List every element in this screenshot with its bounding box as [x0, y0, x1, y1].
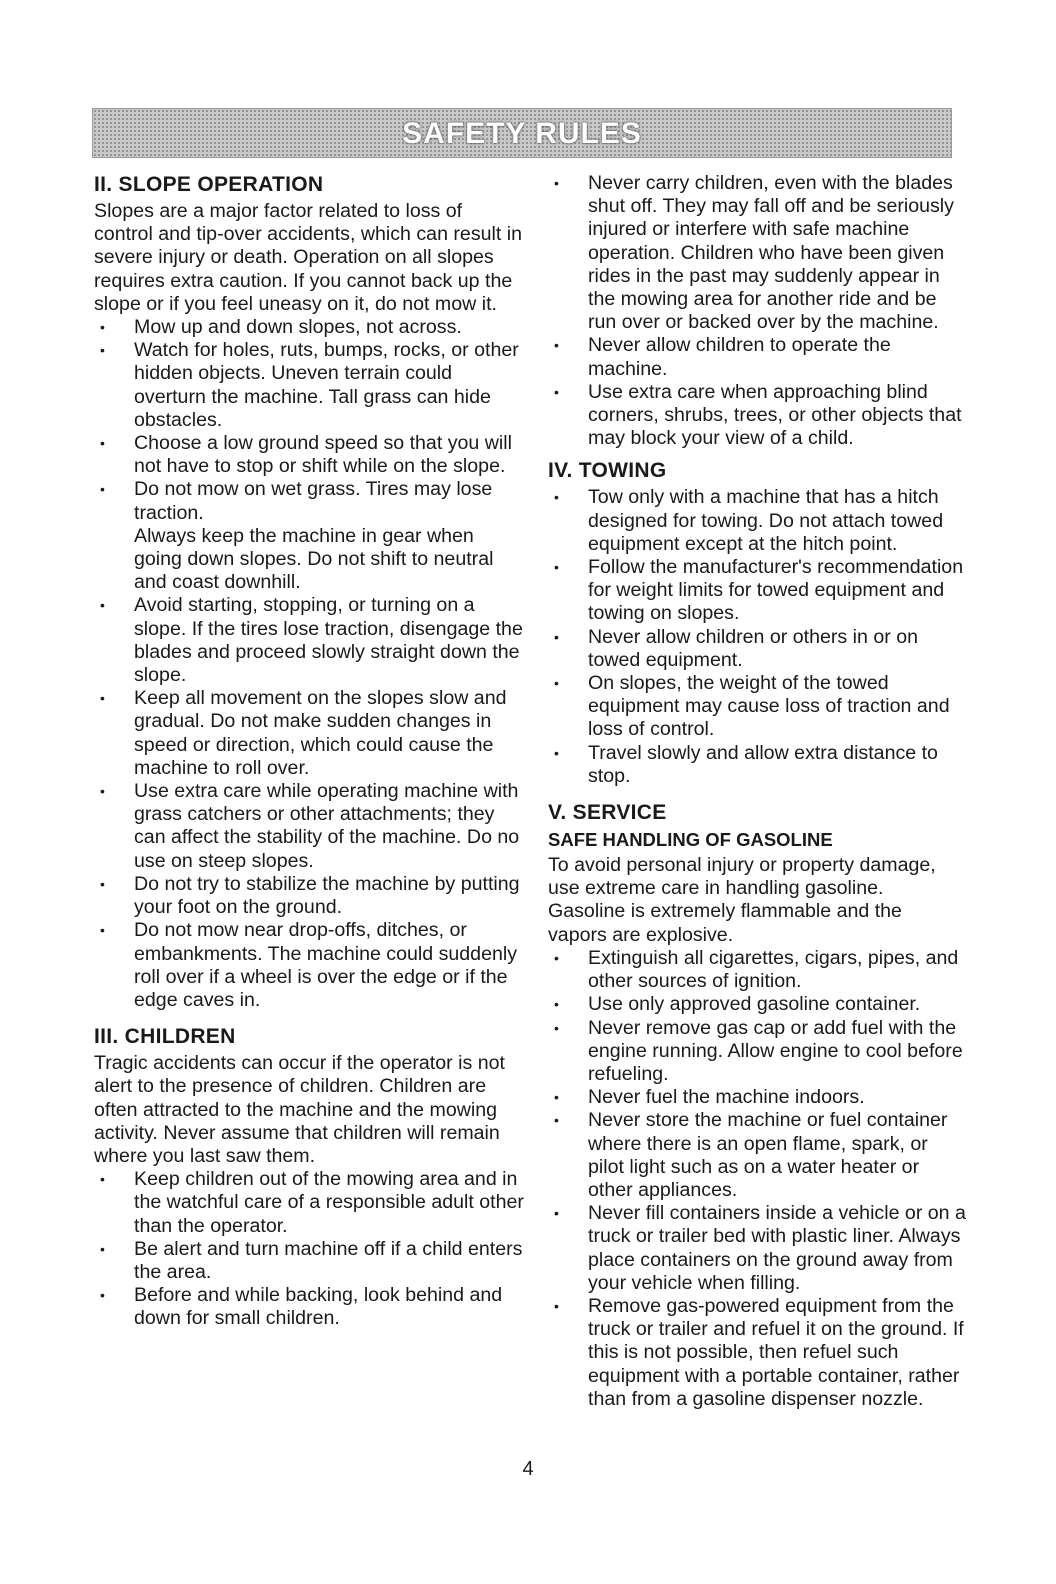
list-item: • Use only approved gasoline container. — [548, 993, 966, 1016]
list-item: • Choose a low ground speed so that you will not have to stop or shift while on the slope. — [94, 432, 526, 478]
children-intro: Tragic accidents can occur if the operator is not alert to the presence of children. Children are often attracted to the machine and the mowing activity. Never assume that children will remain where you last saw them. — [94, 1052, 505, 1167]
list-item: • Follow the manufacturer's recommendation for weight limits for towed equipment and towing on slopes. — [548, 556, 966, 626]
list-item: • Never fuel the machine indoors. — [548, 1086, 966, 1109]
left-column — [94, 172, 526, 1331]
banner-title: SAFETY RULES — [402, 117, 642, 150]
slope-bullets-continued — [94, 594, 526, 1012]
right-column — [548, 172, 966, 1411]
list-item: • Before and while backing, look behind and down for small children. — [94, 1284, 526, 1330]
children-bullets-continued — [548, 172, 966, 450]
gasoline-subheading: SAFE HANDLING OF GASOLINE — [548, 829, 833, 851]
list-item: • Do not mow near drop-offs, ditches, or embankments. The machine could suddenly roll over if a wheel is over the edge or if the edge caves in. — [94, 919, 526, 1012]
list-item: • Use extra care when approaching blind corners, shrubs, trees, or other objects that may block your view of a child. — [548, 381, 966, 451]
towing-heading: IV. TOWING — [548, 459, 667, 483]
list-item: • Keep all movement on the slopes slow and gradual. Do not make sudden changes in speed or direction, which could cause the machine to roll over. — [94, 687, 526, 780]
list-item: • Never allow children or others in or on towed equipment. — [548, 626, 966, 672]
list-item: • Use extra care while operating machine with grass catchers or other attachments; they can affect the stability of the machine. Do no use on steep slopes. — [94, 780, 526, 873]
service-heading: V. SERVICE — [548, 801, 667, 825]
list-item: • Tow only with a machine that has a hitch designed for towing. Do not attach towed equipment except at the hitch point. — [548, 486, 966, 556]
list-item: • Never allow children to operate the machine. — [548, 334, 966, 380]
list-item: • Never store the machine or fuel container where there is an open flame, spark, or pilot light such as on a water heater or other appliances. — [548, 1109, 966, 1202]
slope-note: Always keep the machine in gear when going down slopes. Do not shift to neutral and coast downhill. — [134, 524, 494, 594]
list-item: • Never remove gas cap or add fuel with the engine running. Allow engine to cool before refueling. — [548, 1017, 966, 1087]
list-item: • Never carry children, even with the blades shut off. They may fall off and be seriously injured or interfere with safe machine operation. Children who have been given rides in the past may suddenly appear in the mowing area for another ride and be run over or backed over by the machine. — [548, 172, 966, 334]
list-item: • On slopes, the weight of the towed equipment may cause loss of traction and loss of control. — [548, 672, 966, 742]
list-item: • Be alert and turn machine off if a child enters the area. — [94, 1238, 526, 1284]
towing-bullets — [548, 486, 966, 788]
children-heading: III. CHILDREN — [94, 1025, 236, 1049]
list-item: • Do not mow on wet grass. Tires may lose traction. — [94, 478, 526, 524]
list-item: • Never fill containers inside a vehicle or on a truck or trailer bed with plastic liner. Always place containers on the ground away from your vehicle when filling. — [548, 1202, 966, 1295]
list-item: • Watch for holes, ruts, bumps, rocks, or other hidden objects. Uneven terrain could overturn the machine. Tall grass can hide obstacles. — [94, 339, 526, 432]
list-item: • Do not try to stabilize the machine by putting your foot on the ground. — [94, 873, 526, 919]
list-item: • Keep children out of the mowing area and in the watchful care of a responsible adult other than the operator. — [94, 1168, 526, 1238]
service-intro: To avoid personal injury or property damage, use extreme care in handling gasoline. Gasoline is extremely flammable and the vapors are explosive. — [548, 854, 936, 946]
list-item: • Avoid starting, stopping, or turning on a slope. If the tires lose traction, disengage the blades and proceed slowly straight down the slope. — [94, 594, 526, 687]
list-item: • Mow up and down slopes, not across. — [94, 316, 526, 339]
children-bullets — [94, 1168, 526, 1330]
safety-rules-banner — [92, 108, 952, 158]
slope-intro: Slopes are a major factor related to loss of control and tip-over accidents, which can result in severe injury or death. Operation on all slopes requires extra caution. If you cannot back up the slope or if you feel uneasy on it, do not mow it. — [94, 200, 523, 315]
service-bullets — [548, 947, 966, 1411]
list-item: • Extinguish all cigarettes, cigars, pipes, and other sources of ignition. — [548, 947, 966, 993]
slope-bullets — [94, 316, 526, 525]
list-item: • Remove gas-powered equipment from the truck or trailer and refuel it on the ground. If this is not possible, then refuel such equipment with a portable container, rather than from a gasoline dispenser nozzle. — [548, 1295, 966, 1411]
list-item: • Travel slowly and allow extra distance to stop. — [548, 742, 966, 788]
slope-operation-heading: II. SLOPE OPERATION — [94, 173, 324, 196]
page-number: 4 — [522, 1458, 534, 1480]
